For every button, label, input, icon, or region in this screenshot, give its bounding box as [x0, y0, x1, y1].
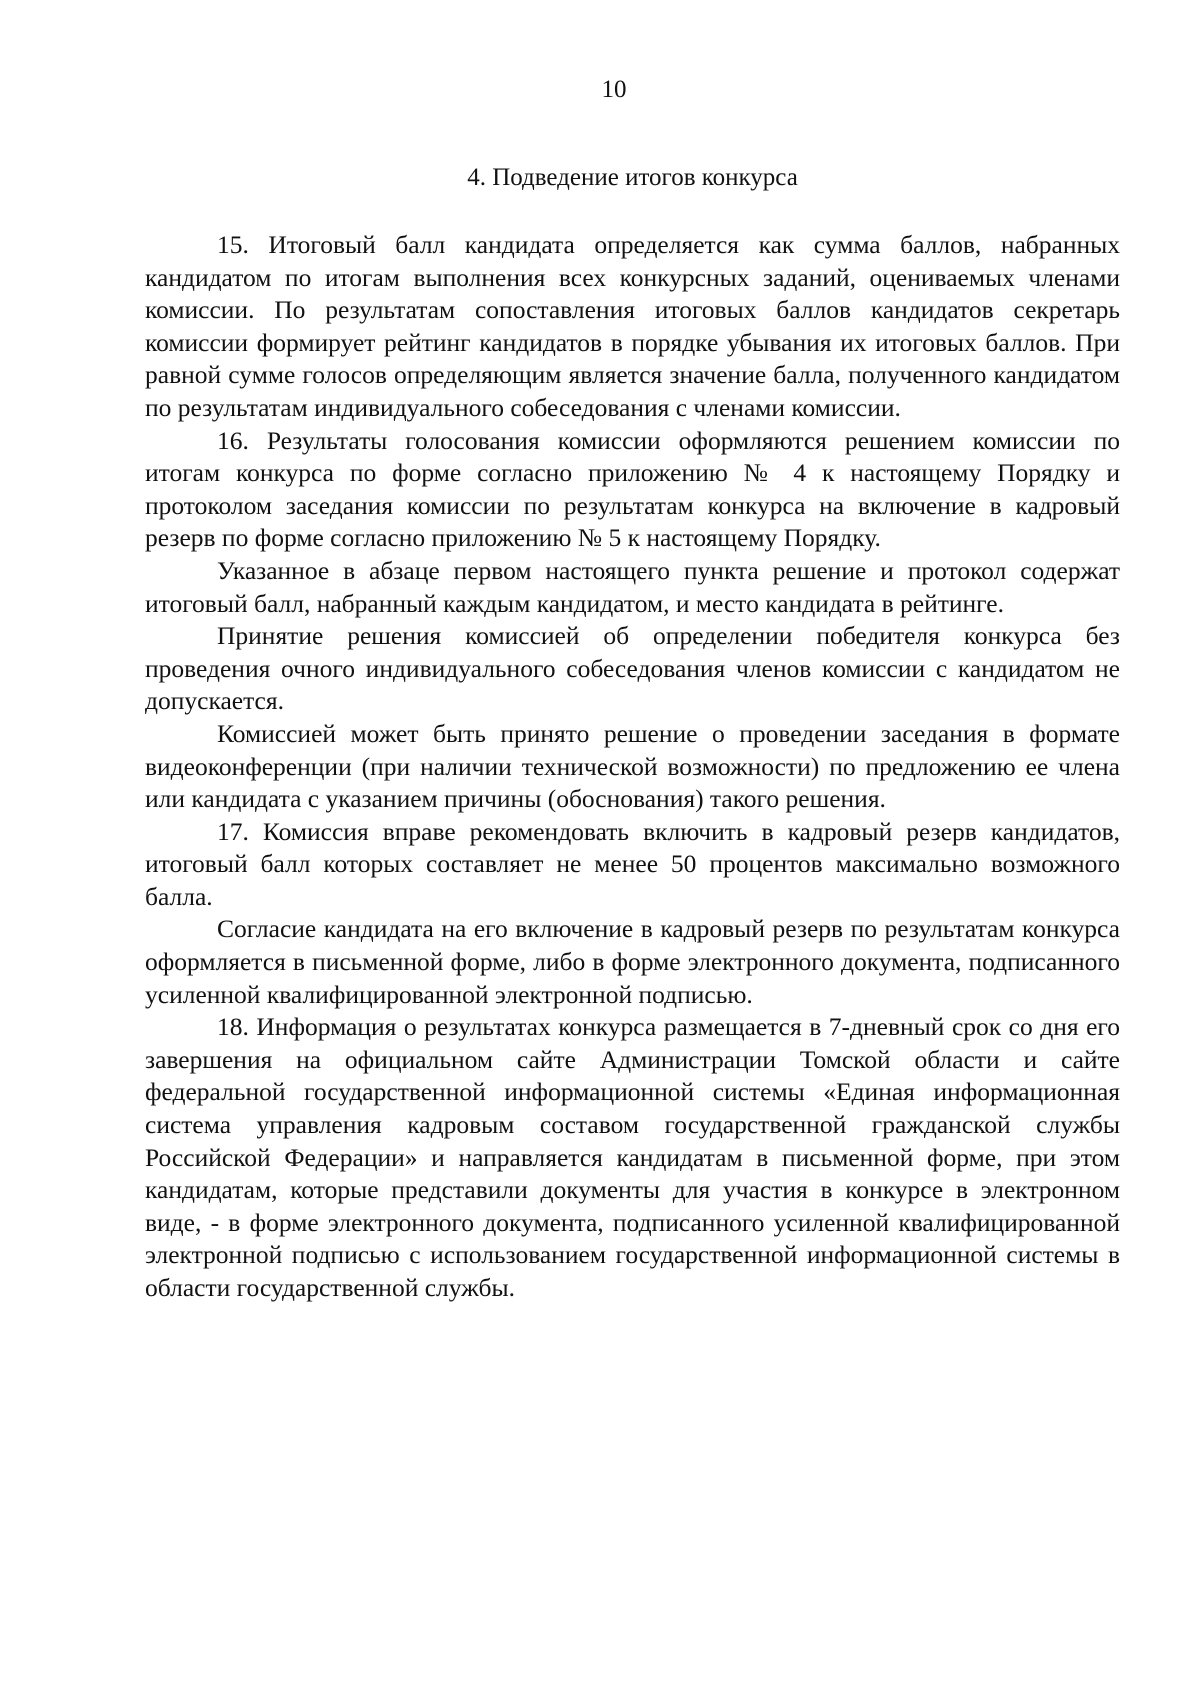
page-number: 10 — [601, 76, 627, 103]
paragraph-16-abs-3: Принятие решения комиссией об определении победителя конкурса без проведения очного индивидуального собеседования членов комиссии с кандидатом не допускается. — [145, 621, 1120, 716]
paragraph-16-abs-2: Указанное в абзаце первом настоящего пункта решение и протокол содержат итоговый балл, набранный каждым кандидатом, и место кандидата в рейтинге. — [145, 555, 1120, 618]
paragraph-16-abs-4: Комиссией может быть принято решение о проведении заседания в формате видеоконференции (при наличии технической возможности) по предложению ее члена или кандидата с указанием причины (обоснования) такого решения. — [145, 718, 1120, 814]
section-title: 4. Подведение итогов конкурса — [467, 164, 798, 191]
body-text — [145, 229, 1120, 1305]
paragraph-17: 17. Комиссия вправе рекомендовать включить в кадровый резерв кандидатов, итоговый балл которых составляет не менее 50 процентов максимально возможного балла. — [145, 816, 1120, 911]
paragraph-18: 18. Информация о результатах конкурса размещается в 7-дневный срок со дня его завершения на официальном сайте Администрации Томской области и сайте федеральной государственной информационной системы «Единая информационная система управления кадровым составом государственной гражданской службы Российской Федерации» и направляется кандидатам в письменной форме, при этом кандидатам, которые представили документы для участия в конкурсе в электронном виде, - в форме электронного документа, подписанного усиленной квалифицированной электронной подписью с использованием государственной информационной системы в области государственной службы. — [145, 1012, 1120, 1302]
paragraph-16: 16. Результаты голосования комиссии оформляются решением комиссии по итогам конкурса по форме согласно приложению № 4 к настоящему Порядку и протоколом заседания комиссии по результатам конкурса на включение в кадровый резерв по форме согласно приложению № 5 к настоящему Порядку. — [145, 425, 1120, 553]
paragraph-17-abs-2: Согласие кандидата на его включение в кадровый резерв по результатам конкурса оформляется в письменной форме, либо в форме электронного документа, подписанного усиленной квалифицированной электронной подписью. — [145, 914, 1120, 1009]
paragraph-15: 15. Итоговый балл кандидата определяется как сумма баллов, набранных кандидатом по итогам выполнения всех конкурсных заданий, оцениваемых членами комиссии. По результатам сопоставления итоговых баллов кандидатов секретарь комиссии формирует рейтинг кандидатов в порядке убывания их итоговых баллов. При равной сумме голосов определяющим является значение балла, полученного кандидатом по результатам индивидуального собеседования с членами комиссии. — [145, 230, 1120, 422]
